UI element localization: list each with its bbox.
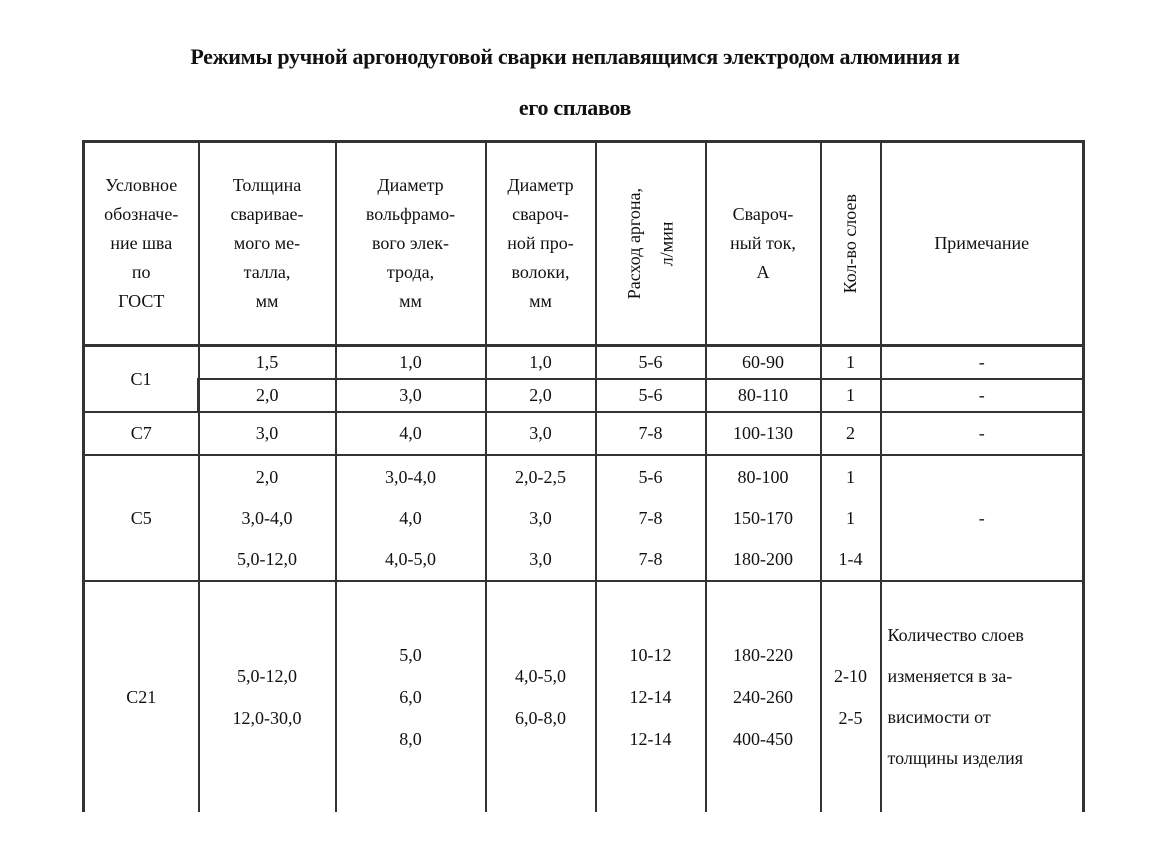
table-cell: 2 <box>821 412 881 454</box>
header-argon-flow: Расход аргона, л/мин <box>596 142 706 346</box>
header-wire-diameter: Диаметр свароч- ной про- волоки, мм <box>486 142 596 346</box>
table-cell: 80-110 <box>706 379 821 412</box>
table-cell: 4,0-5,0 6,0-8,0 <box>486 581 596 812</box>
table-cell: 5-6 7-8 7-8 <box>596 455 706 582</box>
table-cell: 4,0 <box>336 412 486 454</box>
cell-c5-label: С5 <box>84 455 199 582</box>
table-cell: - <box>881 455 1084 582</box>
table-cell: - <box>881 346 1084 379</box>
table-cell: 2,0 3,0-4,0 5,0-12,0 <box>199 455 336 582</box>
header-layer-count: Кол-во слоев <box>821 142 881 346</box>
table-row-c1-a <box>84 346 1084 379</box>
welding-modes-table <box>82 140 1085 812</box>
cell-c7-label: С7 <box>84 412 199 454</box>
table-row-c5 <box>84 455 1084 582</box>
table-cell: 5,0-12,0 12,0-30,0 <box>199 581 336 812</box>
table-cell: 1,5 <box>199 346 336 379</box>
header-seam-designation: Условное обозначе- ние шва по ГОСТ <box>84 142 199 346</box>
table-cell: 10-12 12-14 12-14 <box>596 581 706 812</box>
table-cell: 1 <box>821 346 881 379</box>
table-row-c21 <box>84 581 1084 812</box>
table-row-c7 <box>84 412 1084 454</box>
cell-c21-label: С21 <box>84 581 199 812</box>
table-cell: 3,0 <box>336 379 486 412</box>
table-cell: 5-6 <box>596 346 706 379</box>
table-header-row <box>84 142 1084 346</box>
page-title-line-1: Режимы ручной аргонодуговой сварки неплавящимся электродом алюминия и <box>190 44 960 69</box>
table-cell: 3,0-4,0 4,0 4,0-5,0 <box>336 455 486 582</box>
table-cell: 80-100 150-170 180-200 <box>706 455 821 582</box>
table-cell: 60-90 <box>706 346 821 379</box>
table-cell: 1 <box>821 379 881 412</box>
table-cell: 100-130 <box>706 412 821 454</box>
table-cell: 3,0 <box>199 412 336 454</box>
table-cell: 5-6 <box>596 379 706 412</box>
table-cell: 2,0 <box>486 379 596 412</box>
table-cell: - <box>881 379 1084 412</box>
table-cell: - <box>881 412 1084 454</box>
page-title-line-2: его сплавов <box>518 95 632 120</box>
header-tungsten-diameter: Диаметр вольфрамо- вого элек- трода, мм <box>336 142 486 346</box>
table-cell: 2,0 <box>199 379 336 412</box>
table-cell: 2-10 2-5 <box>821 581 881 812</box>
table-row-c1-b <box>84 379 1084 412</box>
cell-c21-note: Количество слоев изменяется в за- висимости от толщины изделия <box>881 581 1084 812</box>
table-cell: 5,0 6,0 8,0 <box>336 581 486 812</box>
table-cell: 1,0 <box>486 346 596 379</box>
table-cell: 7-8 <box>596 412 706 454</box>
cell-c1-label: С1 <box>84 346 199 412</box>
header-metal-thickness: Толщина сваривае- мого ме- талла, мм <box>199 142 336 346</box>
table-cell: 180-220 240-260 400-450 <box>706 581 821 812</box>
table-cell: 1,0 <box>336 346 486 379</box>
table-cell: 1 1 1-4 <box>821 455 881 582</box>
header-welding-current: Свароч- ный ток, А <box>706 142 821 346</box>
table-cell: 2,0-2,5 3,0 3,0 <box>486 455 596 582</box>
table-cell: 3,0 <box>486 412 596 454</box>
header-note: Примечание <box>881 142 1084 346</box>
